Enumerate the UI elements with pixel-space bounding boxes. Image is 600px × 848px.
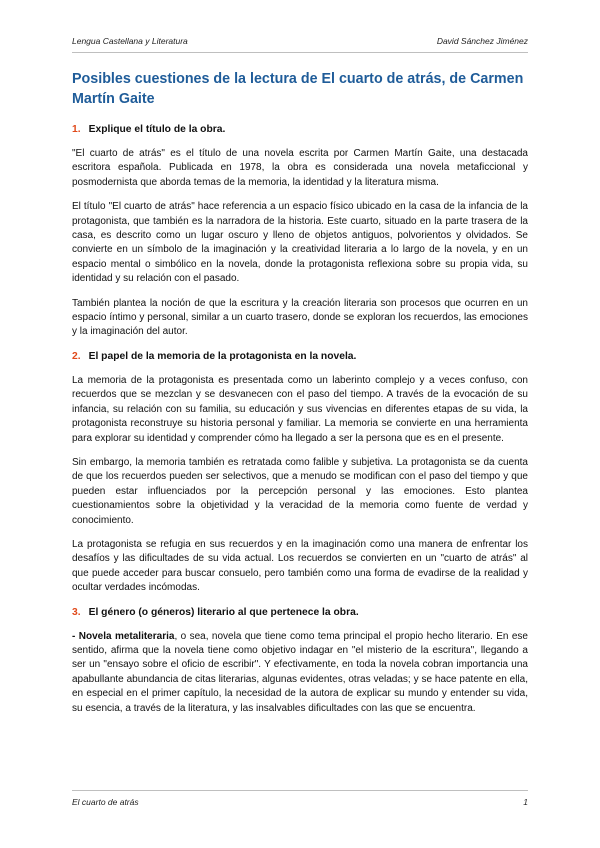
page-number: 1 [523,797,528,807]
paragraph: Sin embargo, la memoria también es retratada como falible y subjetiva. La protagonista se da cuenta de que los recuerdos pueden ser selectivos, que a menudo se modifican con el paso del tiempo y que pueden estar influenciados por la percepción personal y las emociones. Esto plantea cuestionamientos sobre la objetividad y la veracidad de la memoria como fuente de verdad y conocimiento. [72,456,528,526]
section-heading-text: Explique el título de la obra. [88,124,226,135]
page-footer [72,795,528,809]
section-heading-text: El género (o géneros) literario al que pertenece la obra. [88,606,359,618]
section-number: 1. [72,124,81,135]
section-heading-1 [72,123,528,137]
genre-term: - Novela metaliteraria [72,630,175,642]
genre-description: , o sea, novela que tiene como tema principal el propio hecho literario. En ese sentido, afirma que la novela tiene como objetivo indagar en "el misterio de la escritura", llegando a ser un "ensayo sobre el oficio de escribir". Y efectivamente, en toda la novela cobran importancia una apabullante abundancia de citas literarias, algunas evidentes, otras veladas; y se hace patente en ella, en especial en el primer capítulo, la necesidad de la autora de explicar su mundo y entender su vida, su esencia, a través de la literatura, y las insalvables dificultades con las que se encuentra. [72,630,528,714]
section-number: 2. [72,350,81,362]
paragraph [72,630,528,716]
section-number: 3. [72,606,81,618]
section-heading-2 [72,350,528,364]
footer-rule [72,790,528,791]
page-header [72,34,528,48]
header-author: David Sánchez Jiménez [436,36,528,46]
header-subject: Lengua Castellana y Literatura [72,36,188,46]
paragraph: "El cuarto de atrás" es el título de una novela escrita por Carmen Martín Gaite, una destacada escritora española. Publicada en 1978, la obra es considerada una novela metaficcional y posmodernista que aborda temas de la memoria, la identidad y la literatura misma. [72,148,528,188]
paragraph: El título "El cuarto de atrás" hace referencia a un espacio físico ubicado en la casa de la infancia de la protagonista, que también es la narradora de la historia. Este cuarto, situado en la parte trasera de la casa, es descrito como un lugar oscuro y lleno de objetos antiguos, polvorientos y olvidados. Se convierte en un símbolo de la imaginación y la creatividad literaria a lo largo de la novela, y en un espacio mental o simbólico en la novela, donde la protagonista reflexiona sobre su propia vida, su identidad y su relación con el pasado. [72,201,528,285]
header-rule [72,52,528,53]
document-body [72,64,528,726]
section-heading-3 [72,606,528,620]
paragraph: También plantea la noción de que la escritura y la creación literaria son procesos que ocurren en un espacio íntimo y personal, similar a un cuarto trasero, donde se exploran los recuerdos, las emociones y la imaginación del autor. [72,297,528,338]
footer-title: El cuarto de atrás [72,797,139,807]
paragraph: La memoria de la protagonista es presentada como un laberinto complejo y a veces confuso, con recuerdos que se mezclan y se desvanecen con el paso del tiempo. A través de la evocación de su infancia, su relación con su familia, su educación y sus vivencias en diferentes etapas de su vida, la protagonista reconstruye su historia personal y familiar. La memoria se convierte en una herramienta para explorar su identidad y comprender cómo ha llegado a ser la persona que es en el presente. [72,374,528,444]
document-title: Posibles cuestiones de la lectura de El cuarto de atrás, de Carmen Martín Gaite [72,71,524,107]
paragraph: La protagonista se refugia en sus recuerdos y en la imaginación como una manera de enfrentar los desafíos y las dificultades de su vida actual. Los recuerdos se convierten en un "cuarto de atrás" al que puede acceder para buscar consuelo, pero también como una forma de evadirse de la realidad y ocultar verdades incómodas. [72,538,528,594]
section-heading-text: El papel de la memoria de la protagonista en la novela. [88,350,357,362]
